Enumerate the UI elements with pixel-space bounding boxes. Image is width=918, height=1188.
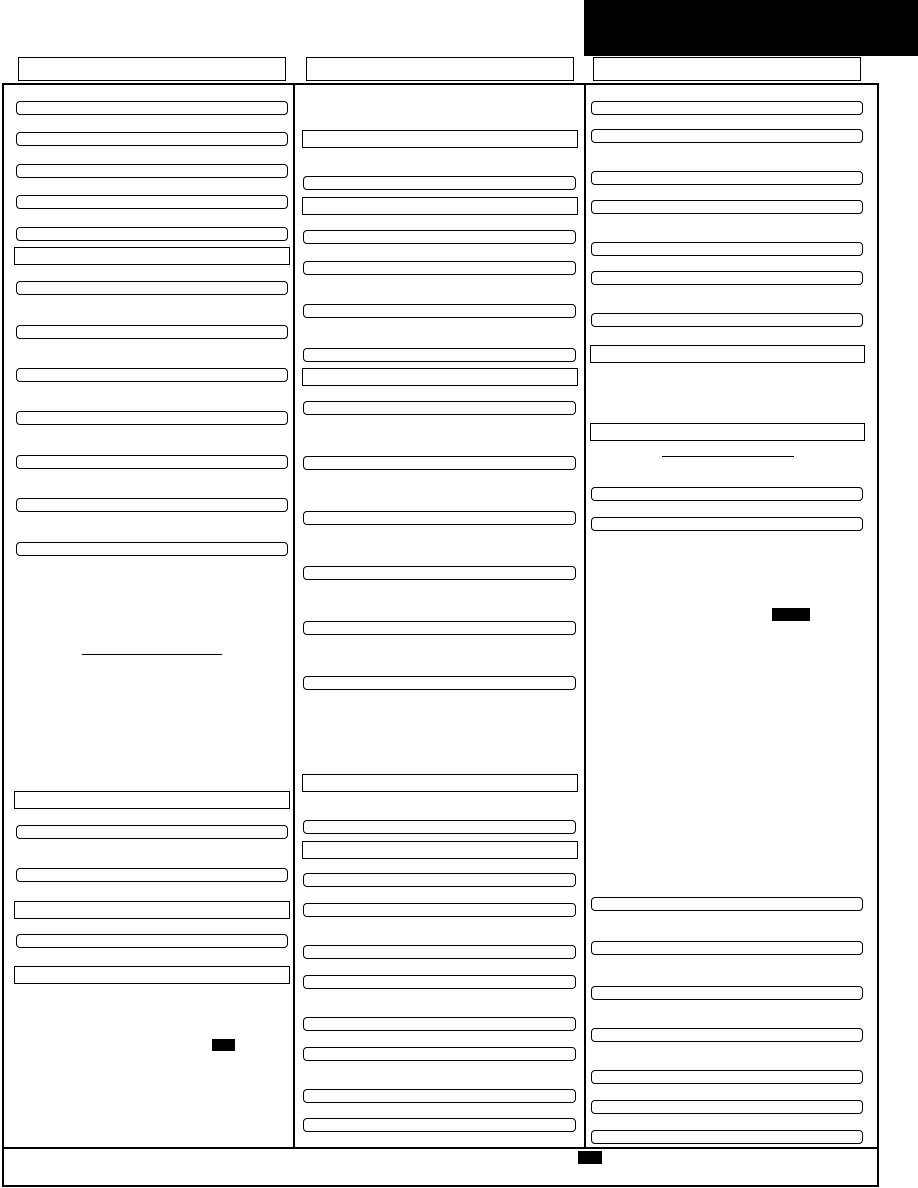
title-banner-text	[584, 4, 592, 16]
form-field[interactable]	[16, 455, 288, 469]
form-field[interactable]	[303, 456, 576, 470]
form-field[interactable]	[591, 242, 863, 256]
form-field[interactable]	[303, 348, 576, 362]
section-box	[14, 247, 290, 265]
form-field[interactable]	[16, 132, 288, 146]
form-field[interactable]	[303, 230, 576, 244]
form-field[interactable]	[16, 101, 288, 115]
section-box	[590, 345, 865, 363]
column-header-1-label	[19, 62, 27, 74]
form-field[interactable]	[591, 897, 863, 911]
form-field[interactable]	[303, 903, 576, 917]
form-field[interactable]	[591, 487, 863, 501]
form-field[interactable]	[303, 1017, 576, 1031]
section-box	[14, 901, 290, 919]
form-field[interactable]	[303, 676, 576, 690]
form-field[interactable]	[303, 261, 576, 275]
form-field[interactable]	[303, 176, 576, 190]
form-field[interactable]	[591, 1070, 863, 1084]
form-field[interactable]	[303, 566, 576, 580]
form-field[interactable]	[591, 986, 863, 1000]
form-field[interactable]	[303, 401, 576, 415]
form-field[interactable]	[591, 171, 863, 185]
section-box	[302, 841, 578, 859]
title-banner	[584, 0, 918, 56]
form-field[interactable]	[16, 411, 288, 425]
form-field[interactable]	[303, 945, 576, 959]
underline-rule	[82, 654, 222, 655]
form-field[interactable]	[591, 1130, 863, 1144]
column-header-2	[306, 57, 574, 81]
form-field[interactable]	[591, 1100, 863, 1114]
form-field[interactable]	[303, 511, 576, 525]
form-field[interactable]	[16, 934, 288, 948]
column-header-3	[593, 57, 861, 81]
column-divider-2	[584, 84, 586, 1148]
form-field[interactable]	[591, 1028, 863, 1042]
form-field[interactable]	[591, 200, 863, 214]
form-field[interactable]	[591, 101, 863, 115]
form-field[interactable]	[16, 868, 288, 882]
section-box	[302, 368, 578, 386]
form-field[interactable]	[303, 304, 576, 318]
black-mark	[212, 1039, 235, 1051]
section-box	[302, 197, 578, 215]
form-field[interactable]	[16, 227, 288, 241]
section-box	[590, 423, 865, 441]
form-field[interactable]	[303, 975, 576, 989]
form-field[interactable]	[16, 325, 288, 339]
section-box	[14, 791, 290, 809]
black-mark	[578, 1151, 602, 1164]
column-header-2-label	[307, 62, 315, 74]
form-field[interactable]	[16, 164, 288, 178]
column-header-3-label	[594, 62, 602, 74]
form-field[interactable]	[303, 873, 576, 887]
form-field[interactable]	[591, 271, 863, 285]
form-field[interactable]	[16, 498, 288, 512]
column-header-1	[18, 57, 286, 81]
footer-divider	[3, 1147, 878, 1149]
form-field[interactable]	[16, 825, 288, 839]
form-field[interactable]	[591, 517, 863, 531]
form-field[interactable]	[303, 1118, 576, 1132]
form-field[interactable]	[591, 941, 863, 955]
underline-rule	[662, 456, 794, 457]
black-mark	[772, 608, 810, 621]
form-field[interactable]	[16, 281, 288, 295]
section-box	[302, 130, 578, 148]
form-field[interactable]	[303, 820, 576, 834]
form-field[interactable]	[16, 368, 288, 382]
form-field[interactable]	[16, 542, 288, 556]
section-box	[14, 966, 290, 984]
form-field[interactable]	[591, 129, 863, 143]
column-divider-1	[293, 84, 295, 1148]
form-field[interactable]	[303, 621, 576, 635]
form-field[interactable]	[16, 195, 288, 209]
form-field[interactable]	[591, 313, 863, 327]
form-field[interactable]	[303, 1047, 576, 1061]
form-field[interactable]	[303, 1089, 576, 1103]
section-box	[302, 774, 578, 792]
